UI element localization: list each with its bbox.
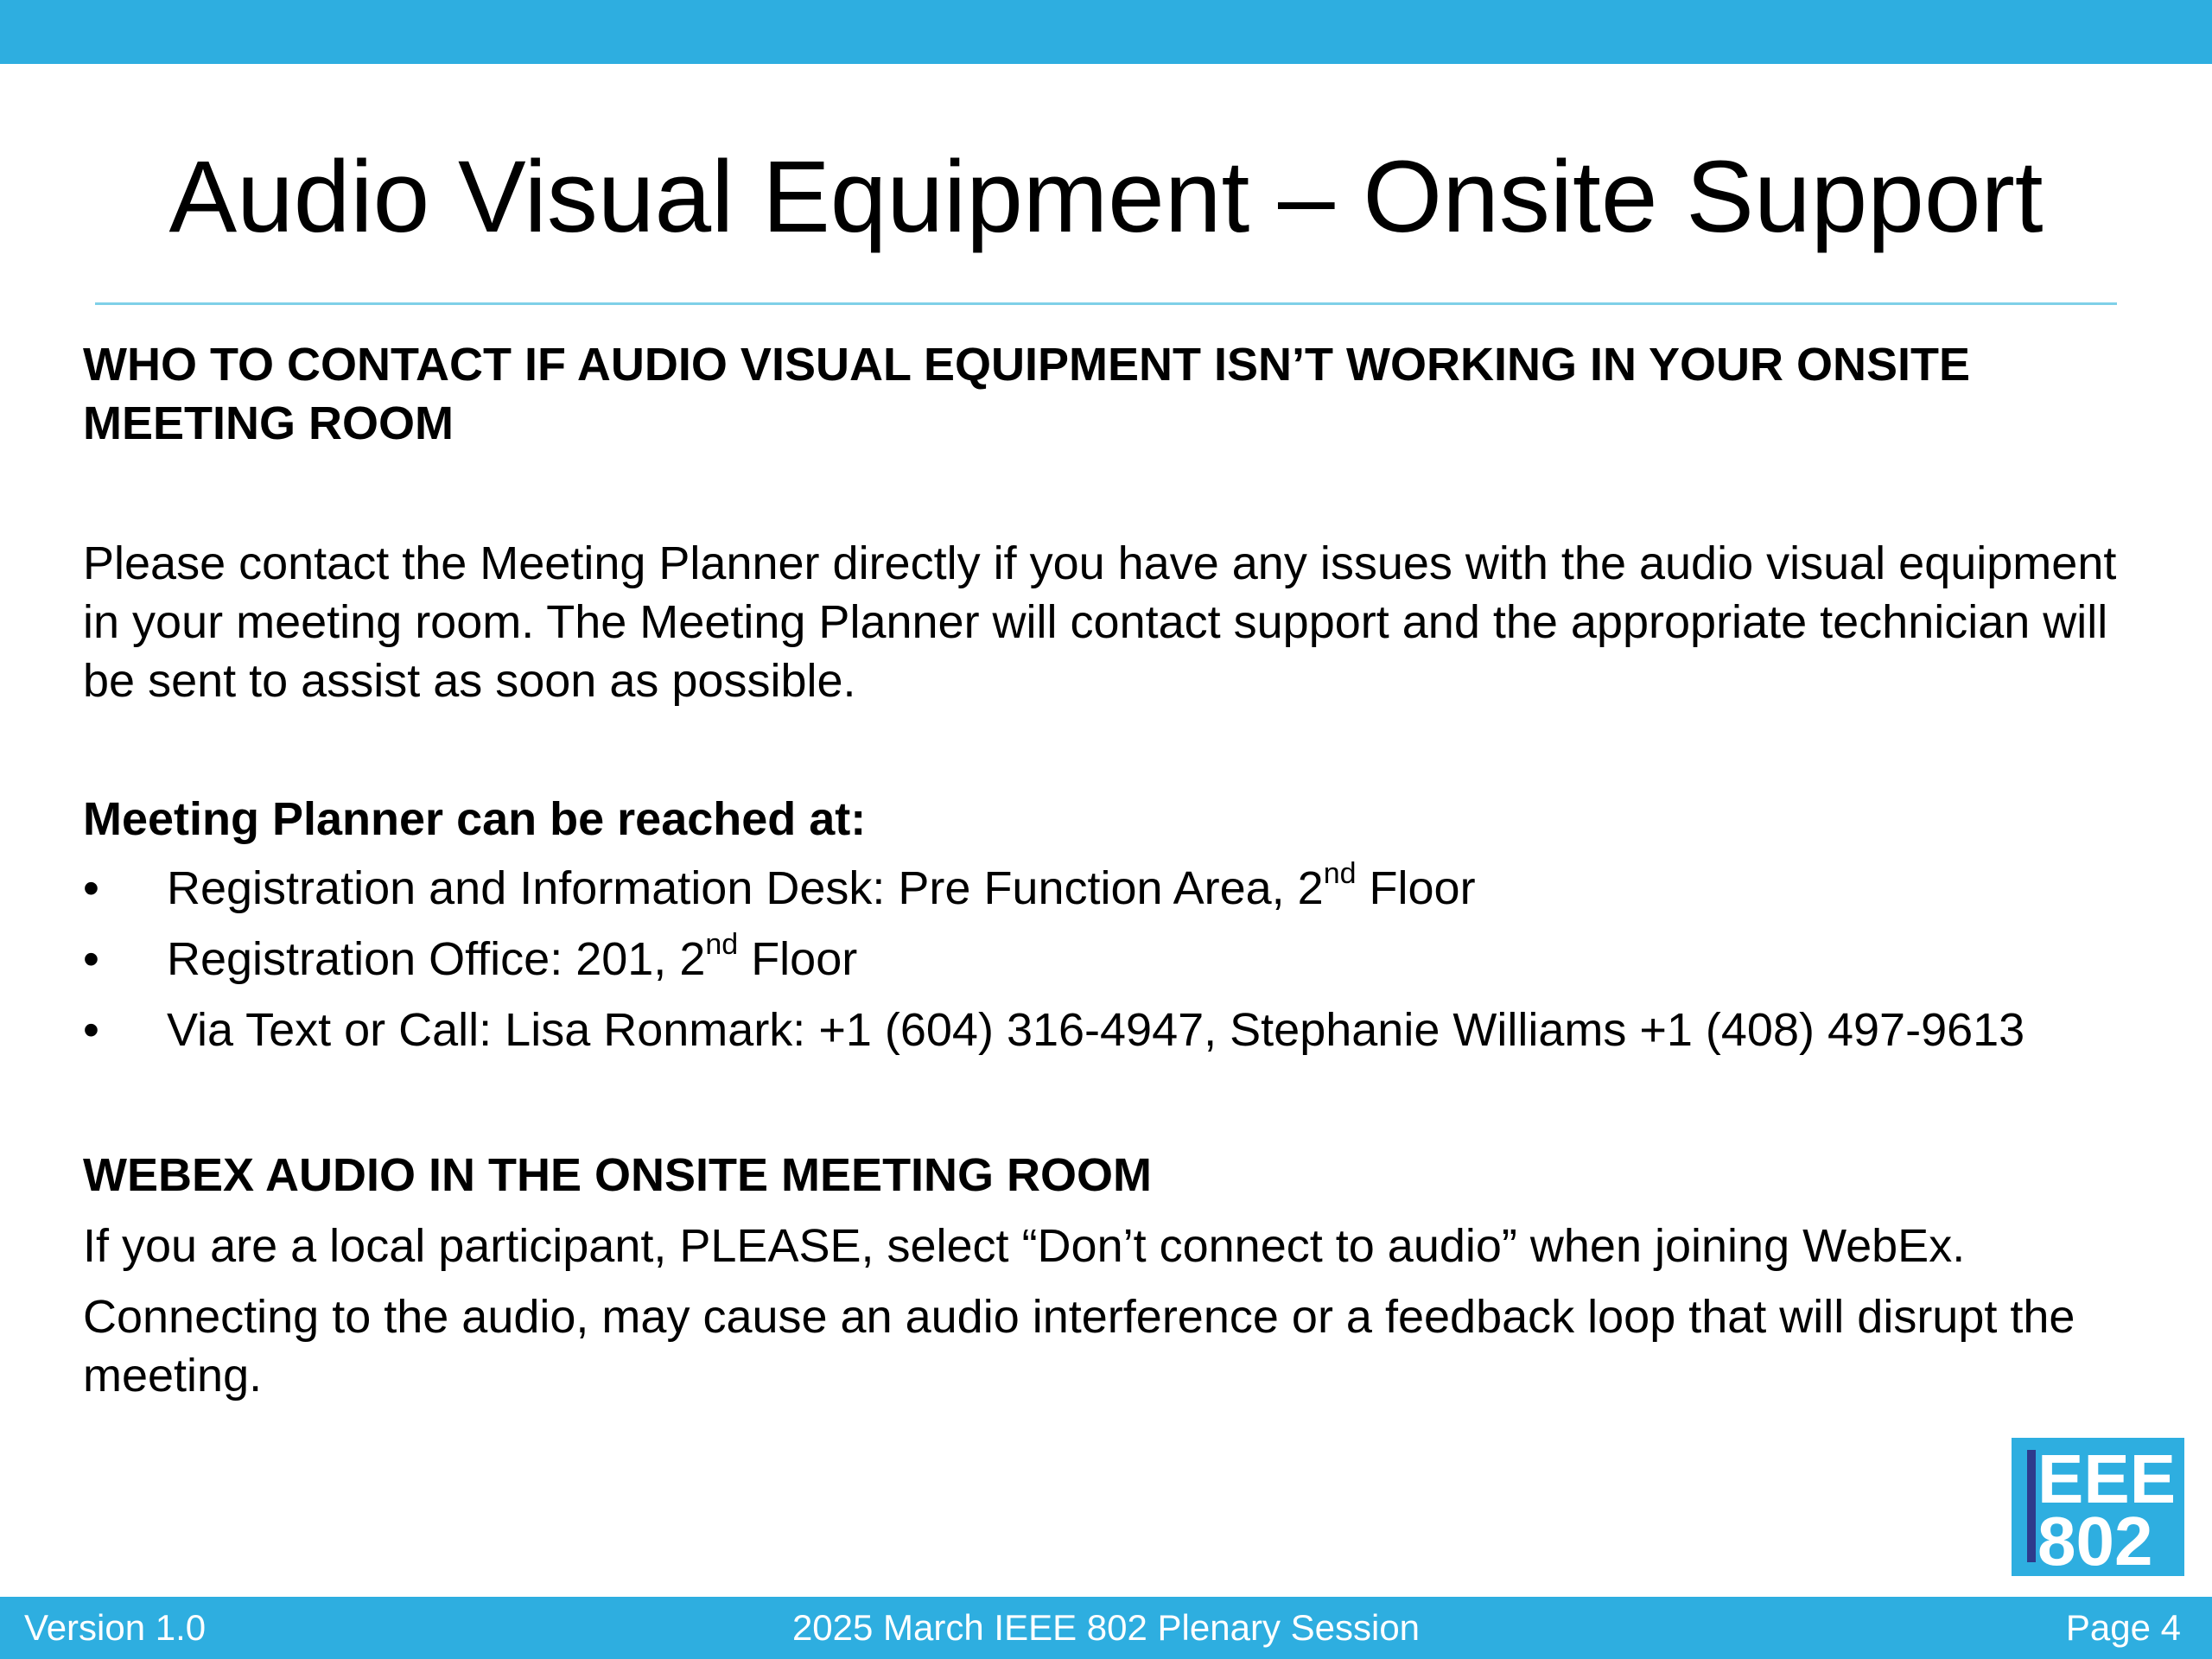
logo-text-top: EEE — [2037, 1440, 2177, 1517]
contact-text-end: Floor — [1356, 862, 1476, 914]
webex-heading: WEBEX AUDIO IN THE ONSITE MEETING ROOM — [83, 1149, 1153, 1201]
ieee-802-logo — [2012, 1438, 2184, 1580]
contact-text: Registration Office: 201, 2 — [167, 933, 706, 985]
logo-bar — [2027, 1450, 2036, 1562]
ordinal-suffix: nd — [705, 928, 739, 961]
logo-text-bottom: 802 — [2037, 1503, 2153, 1580]
intro-paragraph: Please contact the Meeting Planner directly if you have any issues with the audio visual equipment in your meeting room. The Meeting Planner will contact support and the appropriate technician will be sent to assist as soon as possible. — [83, 537, 2117, 707]
planner-heading: Meeting Planner can be reached at: — [83, 793, 867, 845]
top-accent-bar — [0, 0, 2212, 64]
contact-list — [83, 859, 2139, 1059]
list-item — [83, 859, 2139, 918]
slide-content — [83, 335, 2139, 1405]
ordinal-suffix: nd — [1323, 857, 1357, 890]
footer-session: 2025 March IEEE 802 Plenary Session — [791, 1607, 1421, 1648]
footer-page-number: Page 4 — [2065, 1607, 2181, 1648]
bullet: • — [83, 933, 99, 985]
title-divider — [95, 302, 2117, 305]
contact-text: Registration and Information Desk: Pre Function Area, 2 — [167, 862, 1324, 914]
bullet: • — [83, 862, 99, 914]
contact-text-end: Floor — [738, 933, 858, 985]
footer-bar — [0, 1597, 2212, 1659]
slide-title: Audio Visual Equipment – Onsite Support — [168, 140, 2044, 254]
webex-warning: Connecting to the audio, may cause an audio interference or a feedback loop that will disrupt the meeting. — [83, 1291, 2075, 1402]
list-item — [83, 1001, 2139, 1059]
footer-version: Version 1.0 — [24, 1607, 207, 1648]
webex-instruction: If you are a local participant, PLEASE, select “Don’t connect to audio” when joining WebEx. — [83, 1220, 1966, 1272]
bullet: • — [83, 1004, 99, 1056]
section-heading-contact: WHO TO CONTACT IF AUDIO VISUAL EQUIPMENT ISN’T WORKING IN YOUR ONSITE MEETING ROOM — [83, 339, 1971, 449]
contact-text: Via Text or Call: Lisa Ronmark: +1 (604) 316-4947, Stephanie Williams +1 (408) 497-9613 — [167, 1004, 2025, 1056]
list-item — [83, 930, 2139, 988]
